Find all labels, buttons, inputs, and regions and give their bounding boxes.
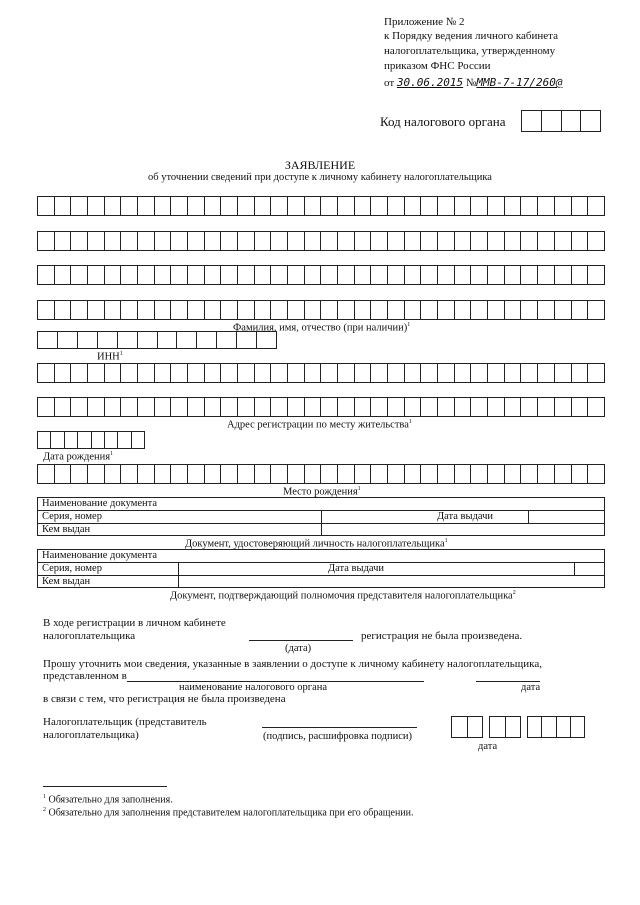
registration-date-caption: (дата) xyxy=(285,643,312,654)
sign-date-caption: дата xyxy=(478,741,498,752)
appendix-line4: приказом ФНС России xyxy=(384,60,491,72)
sign-day-cells[interactable] xyxy=(451,716,483,738)
full-name-row-4[interactable] xyxy=(37,300,605,320)
identity-document-caption: Документ, удостоверяющий личность налогоплательщика$^1$ xyxy=(185,538,448,550)
identity-document-table xyxy=(37,497,605,536)
para2-line3: в связи с тем, что регистрация не была произведена xyxy=(43,693,286,705)
rep-doc-series-label: Серия, номер xyxy=(42,563,102,574)
inn-label: ИНН$^1$ xyxy=(97,351,123,363)
sign-year-cells[interactable] xyxy=(527,716,585,738)
appendix-line3: налогоплательщика, утвержденному xyxy=(384,45,556,57)
signer-line2: налогоплательщика) xyxy=(43,729,139,741)
identity-doc-issue-date-label: Дата выдачи xyxy=(437,511,494,522)
address-row-1[interactable] xyxy=(37,363,605,383)
inn-cells[interactable] xyxy=(37,331,277,349)
tax-authority-code-label: Код налогового органа xyxy=(380,114,506,129)
birth-place-label: Место рождения$^1$ xyxy=(283,486,361,498)
para1-line2: налогоплательщика xyxy=(43,630,136,642)
representative-document-caption: Документ, подтверждающий полномочия представителя налогоплательщика$^2$ xyxy=(170,590,516,602)
para1-line1: В ходе регистрации в личном кабинете xyxy=(43,617,226,629)
representative-document-table xyxy=(37,549,605,588)
identity-doc-series-label: Серия, номер xyxy=(42,511,102,522)
identity-doc-name-label: Наименование документа xyxy=(42,498,157,509)
signature-field[interactable] xyxy=(262,727,417,728)
rep-doc-issue-date-label: Дата выдачи xyxy=(328,563,385,574)
rep-doc-name-label: Наименование документа xyxy=(42,550,157,561)
order-from-label: от xyxy=(384,77,395,89)
signature-caption: (подпись, расшифровка подписи) xyxy=(263,731,413,742)
order-number: ММВ-7-17/260@ xyxy=(476,76,563,89)
para2-line1: Прошу уточнить мои сведения, указанные в заявлении о доступе к личному кабинету налогоплательщика, xyxy=(43,658,542,670)
footnote-divider xyxy=(43,786,167,787)
order-date: 30.06.2015 xyxy=(396,76,464,89)
full-name-row-2[interactable] xyxy=(37,231,605,251)
footnote-1: $^1$ Обязательно для заполнения. xyxy=(43,794,173,806)
full-name-row-1[interactable] xyxy=(37,196,605,216)
birth-date-cells[interactable] xyxy=(37,431,145,449)
full-name-label: Фамилия, имя, отчество (при наличии)$^1$ xyxy=(233,322,411,334)
document-subtitle: об уточнении сведений при доступе к личному кабинету налогоплательщика xyxy=(148,172,492,183)
sign-month-cells[interactable] xyxy=(489,716,521,738)
tax-authority-code-cells[interactable] xyxy=(521,110,601,132)
footnote-2: $^2$ Обязательно для заполнения представителем налогоплательщика при его обращении. xyxy=(43,807,414,819)
signer-line1: Налогоплательщик (представитель xyxy=(43,716,207,728)
application-date-caption: дата xyxy=(521,682,541,693)
rep-doc-issued-by-label: Кем выдан xyxy=(42,576,91,587)
identity-doc-issued-by-label: Кем выдан xyxy=(42,524,91,535)
tax-organ-caption: наименование налогового органа xyxy=(179,682,328,693)
registration-date-field[interactable] xyxy=(249,640,353,641)
appendix-line2: к Порядку ведения личного кабинета xyxy=(384,30,558,42)
birth-date-label: Дата рождения$^1$ xyxy=(43,451,114,463)
address-row-2[interactable] xyxy=(37,397,605,417)
address-label: Адрес регистрации по месту жительства$^1$ xyxy=(227,419,412,431)
order-number-prefix: № xyxy=(465,77,477,89)
para2-line2: представленном в xyxy=(43,670,127,682)
birth-place-cells[interactable] xyxy=(37,464,605,484)
order-line xyxy=(384,76,563,89)
document-title: ЗАЯВЛЕНИЕ xyxy=(284,158,356,172)
para1-end: регистрация не была произведена. xyxy=(361,630,523,642)
appendix-number: Приложение № 2 xyxy=(384,16,465,28)
full-name-row-3[interactable] xyxy=(37,265,605,285)
